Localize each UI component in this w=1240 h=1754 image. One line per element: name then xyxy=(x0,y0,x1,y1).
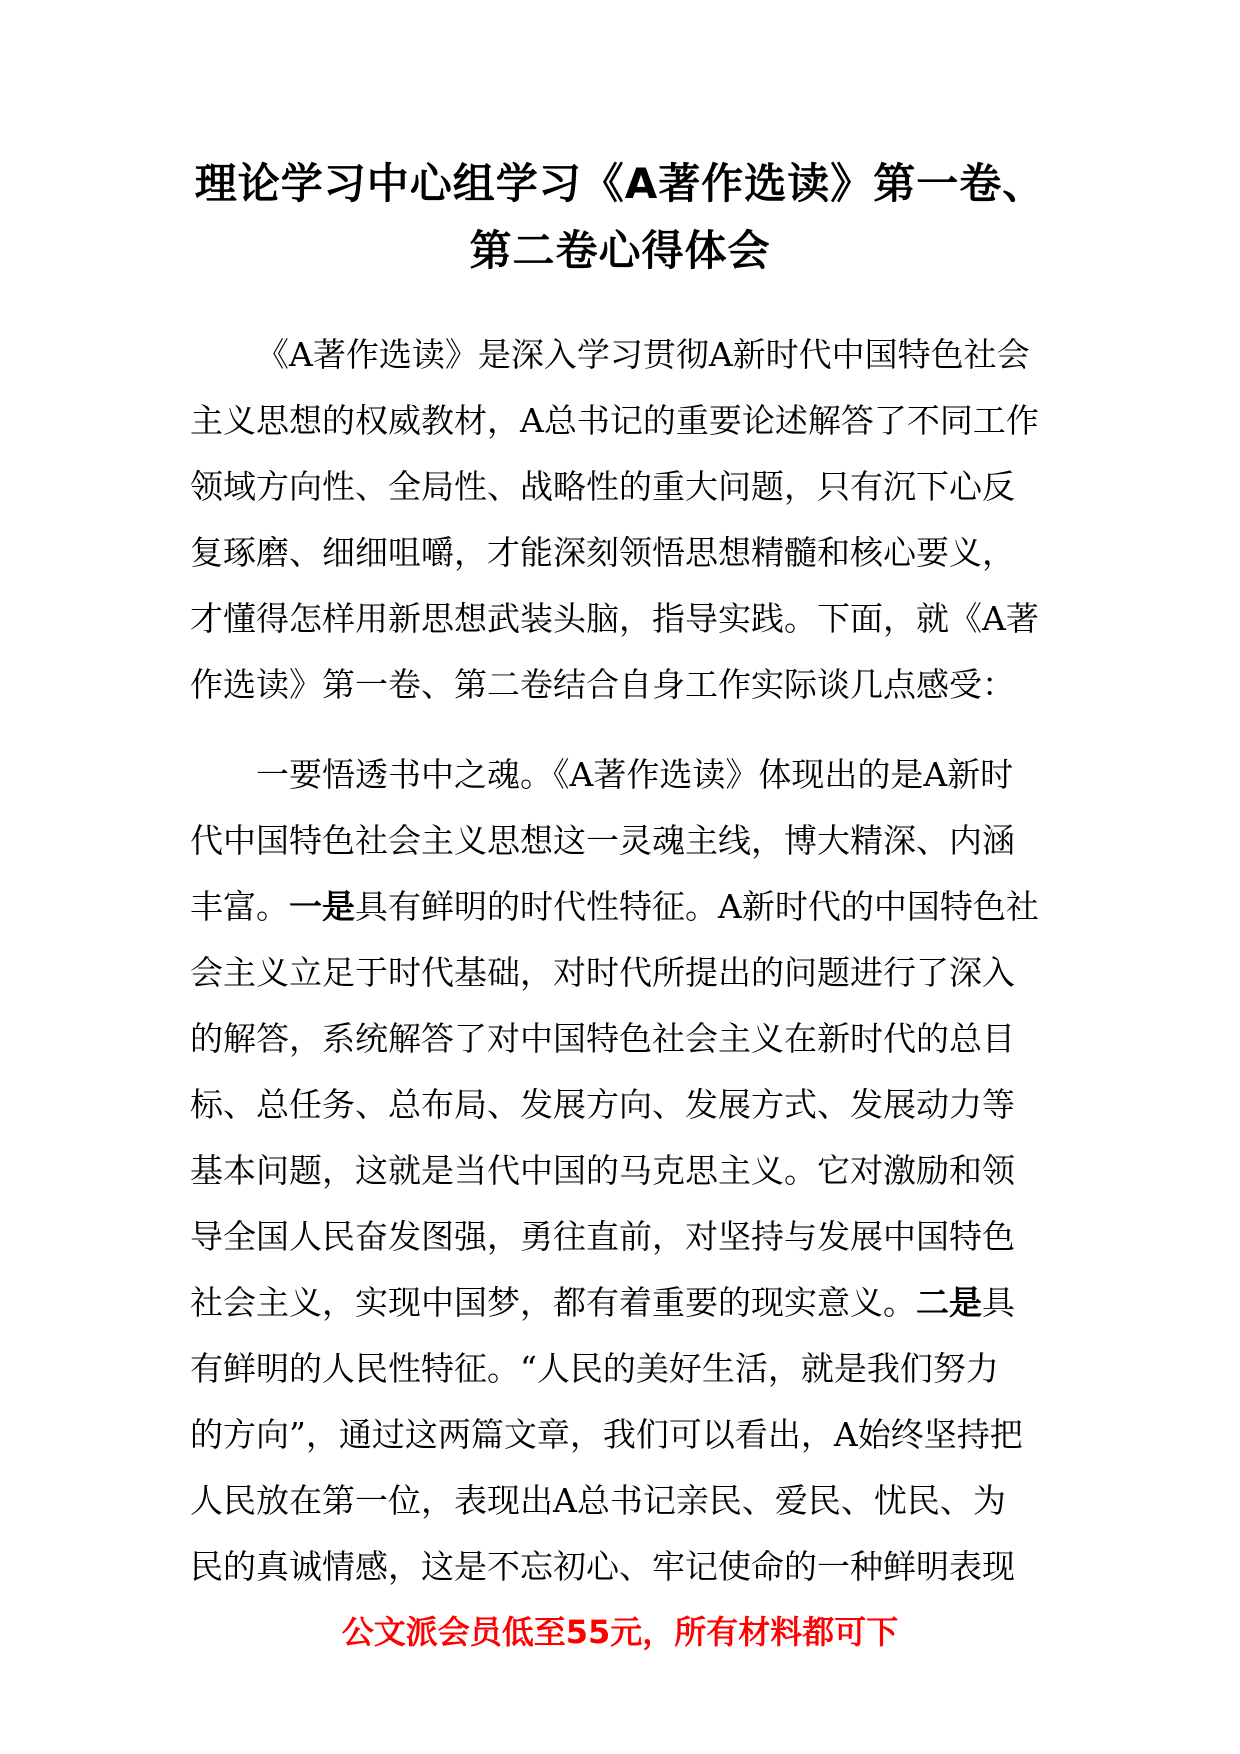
paragraph-line: 主义思想的权威教材，A总书记的重要论述解答了不同工作 xyxy=(190,401,1039,440)
text-run: 社会主义，实现中国梦，都有着重要的现实意义。 xyxy=(190,1283,916,1322)
paragraph-line: 领域方向性、全局性、战略性的重大问题，只有沉下心反 xyxy=(190,467,1015,506)
paragraph-line: 的方向”，通过这两篇文章，我们可以看出，A始终坚持把 xyxy=(190,1415,1023,1454)
paragraph-line xyxy=(190,1270,1050,1336)
bold-marker-second: 二是 xyxy=(916,1283,982,1322)
paragraph-line: 《A著作选读》是深入学习贯彻A新时代中国特色社会 xyxy=(256,335,1030,374)
paragraph-line: 才懂得怎样用新思想武装头脑，指导实践。下面，就《A著 xyxy=(190,599,1039,638)
paragraph-point-one xyxy=(190,742,1050,1600)
paragraph-line: 人民放在第一位，表现出A总书记亲民、爱民、忧民、为 xyxy=(190,1481,1006,1520)
title-line-1: 理论学习中心组学习《A著作选读》第一卷、 xyxy=(194,159,1046,208)
paragraph-line: 有鲜明的人民性特征。“人民的美好生活，就是我们努力 xyxy=(190,1349,999,1388)
page-title xyxy=(180,150,1060,284)
paragraph-line: 代中国特色社会主义思想这一灵魂主线，博大精深、内涵 xyxy=(190,821,1015,860)
paragraph-line: 民的真诚情感，这是不忘初心、牢记使命的一种鲜明表现 xyxy=(190,1547,1015,1586)
text-run: 具有鲜明的时代性特征。A新时代的中国特色社 xyxy=(355,887,1039,926)
bold-marker-first: 一是 xyxy=(289,887,355,926)
text-run: 丰富。 xyxy=(190,887,289,926)
paragraph-line: 会主义立足于时代基础，对时代所提出的问题进行了深入 xyxy=(190,953,1015,992)
paragraph-line: 导全国人民奋发图强，勇往直前，对坚持与发展中国特色 xyxy=(190,1217,1015,1256)
paragraph-line: 基本问题，这就是当代中国的马克思主义。它对激励和领 xyxy=(190,1151,1015,1190)
title-line-2: 第二卷心得体会 xyxy=(469,226,771,275)
paragraph-line xyxy=(190,874,1050,940)
paragraph-line: 标、总任务、总布局、发展方向、发展方式、发展动力等 xyxy=(190,1085,1015,1124)
paragraph-line: 一要悟透书中之魂。《A著作选读》体现出的是A新时 xyxy=(256,755,1014,794)
paragraph-line: 作选读》第一卷、第二卷结合自身工作实际谈几点感受： xyxy=(190,665,1015,704)
promo-footer-banner: 公文派会员低至55元，所有材料都可下 xyxy=(341,1613,899,1651)
paragraph-line: 复琢磨、细细咀嚼，才能深刻领悟思想精髓和核心要义， xyxy=(190,533,1015,572)
paragraph-line: 的解答，系统解答了对中国特色社会主义在新时代的总目 xyxy=(190,1019,1015,1058)
text-run: 具 xyxy=(982,1283,1015,1322)
paragraph-intro xyxy=(190,322,1050,718)
